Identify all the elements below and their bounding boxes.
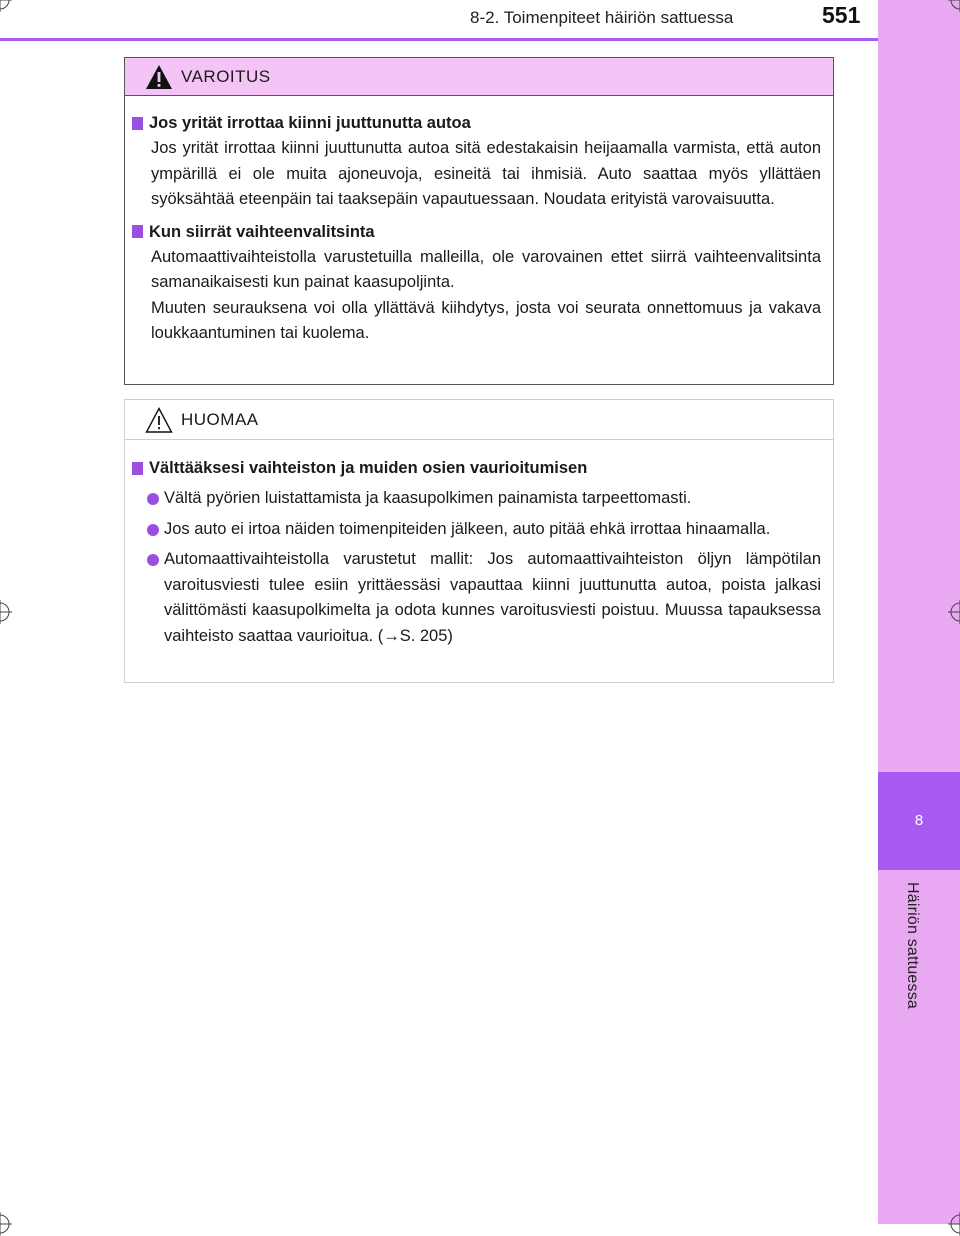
warning-box-label: VAROITUS (181, 67, 271, 86)
crop-mark-icon (948, 600, 960, 624)
round-bullet-icon (147, 524, 159, 536)
notice-box-label: HUOMAA (181, 410, 259, 429)
notice-box-body (125, 440, 833, 649)
warning-section-title (129, 110, 821, 136)
list-item-text: Jos auto ei irtoa näiden toimenpiteiden jälkeen, auto pitää ehkä irrottaa hinaamalla. (164, 519, 771, 538)
section-title-text: Välttääksesi vaihteiston ja muiden osien vaurioitumisen (149, 459, 588, 477)
notice-section-title (129, 455, 821, 481)
crop-mark-icon (948, 1212, 960, 1236)
notice-box-header (125, 400, 833, 440)
warning-section-title (129, 219, 821, 245)
round-bullet-icon (147, 554, 159, 566)
page-number: 551 (822, 2, 861, 28)
warning-triangle-outline-icon (145, 407, 173, 433)
warning-box-body (125, 96, 833, 347)
section-header-title: 8-2. Toimenpiteet häiriön sattuessa (470, 8, 734, 27)
warning-box (124, 57, 834, 385)
crop-mark-icon (0, 0, 12, 12)
warning-box-header (125, 58, 833, 96)
warning-paragraph: Jos yrität irrottaa kiinni juuttunutta autoa sitä edestakaisin heijaamalla varmista, että auton ympärillä ei ole muita ajoneuvoja, esineitä tai ihmisiä. Auto saattaa myös yllättäen syöksähtää eteenpäin tai taaksepäin vapautuessaan. Noudata erityistä varovaisuutta. (151, 139, 821, 208)
header-divider (0, 38, 878, 41)
crop-mark-icon (0, 600, 12, 624)
warning-paragraph: Muuten seurauksena voi olla yllättävä kiihdytys, josta voi seurata onnettomuus ja vakava loukkaantuminen tai kuolema. (151, 298, 821, 342)
crop-mark-icon (0, 1212, 12, 1236)
list-item-text: Vältä pyörien luistattamista ja kaasupolkimen painamista tarpeettomasti. (164, 489, 692, 507)
warning-triangle-filled-icon (145, 64, 173, 90)
list-item-text: Automaattivaihteistolla varustetut mallit: Jos automaattivaihteiston öljyn lämpötilan varoitusviesti tulee esiin yrittäessäsi vapauttaa kiinni juuttunutta autoa, poista jalkasi välittömästi kaasupolkimelta ja odota kunnes varoitusviesti poistuu. Muussa tapauksessa vaihteisto saattaa vaurioitua. (→S. 205) (164, 550, 821, 645)
warning-section (129, 110, 821, 213)
square-bullet-icon (132, 225, 143, 238)
square-bullet-icon (132, 462, 143, 475)
chapter-number: 8 (878, 772, 960, 870)
list-item (129, 517, 821, 543)
notice-box (124, 399, 834, 683)
chapter-label: Häiriön sattuessa (904, 882, 921, 1010)
crop-mark-icon (948, 0, 960, 12)
list-item (129, 547, 821, 649)
list-item (129, 486, 821, 512)
warning-section (129, 219, 821, 347)
section-title-text: Kun siirrät vaihteenvalitsinta (149, 222, 375, 241)
section-title-text: Jos yrität irrottaa kiinni juuttunutta autoa (149, 114, 471, 132)
round-bullet-icon (147, 493, 159, 505)
square-bullet-icon (132, 117, 143, 130)
warning-paragraph: Automaattivaihteistolla varustetuilla malleilla, ole varovainen ettet siirrä vaihteenvalitsinta samanaikaisesti kun painat kaasupoljinta. (151, 247, 821, 291)
